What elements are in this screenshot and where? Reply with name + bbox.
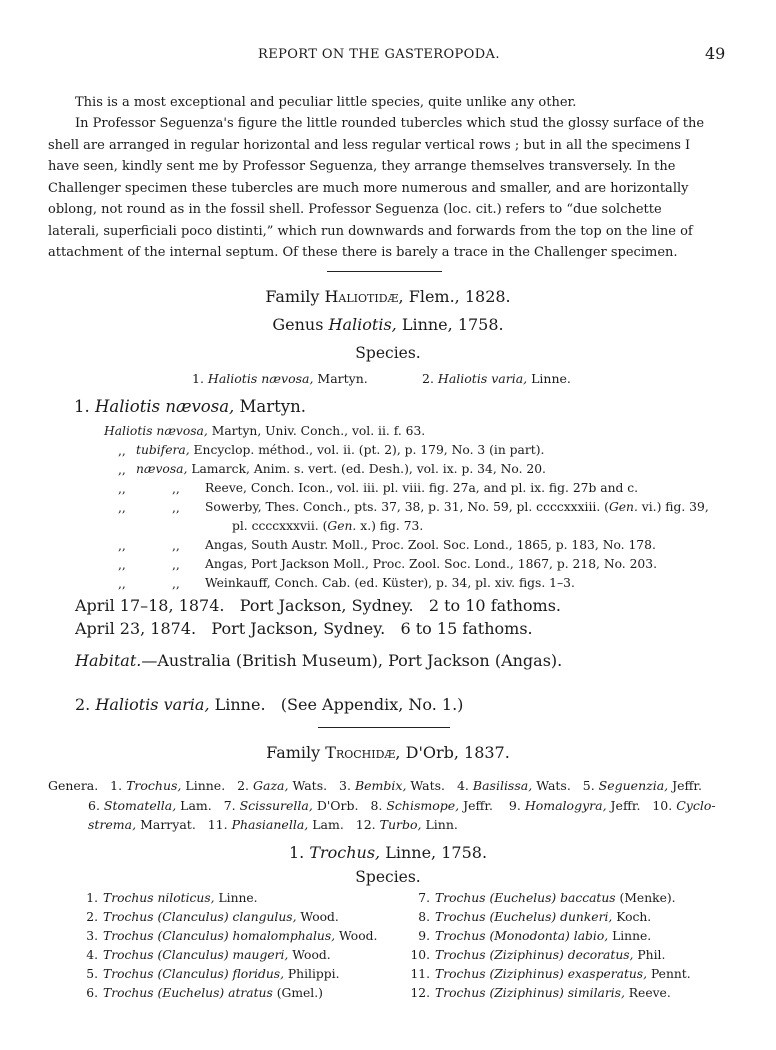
family-heading-haliotidae [0,287,776,306]
ditto-mark: ,, [118,558,126,572]
species-subgenus: (Monodonta) [489,929,570,943]
species-subgenus: (Euchelus) [489,891,557,905]
ditto-mark: ,, [118,539,126,553]
species-title-haliotis-varia [75,695,463,714]
genus-author: Wats. [292,778,328,793]
habitat-text: —Australia (British Museum), Port Jackson (Angas). [141,651,563,670]
genus-name: Homalogyra, [524,797,607,813]
species-subgenus: (Ziziphinus) [489,948,564,962]
species-list-item [192,371,368,386]
synonym-ref: Lamarck, Anim. s. vert. (ed. Desh.), vol. ix. p. 34, No. 20. [191,462,546,476]
species-author: Linne. [612,929,652,943]
trochus-species-item [78,967,339,981]
intro-p2-line: In Professor Seguenza's figure the little rounded tubercles which stud the glossy surface of the [75,116,705,131]
genus-author: Lam. [180,797,212,813]
genus-name: Trochus, [309,843,381,862]
species-author: Linne. [531,371,571,386]
genus-num: 11. [207,817,228,832]
synonymy-entry [136,441,544,460]
genus-num: 1. [288,843,305,862]
genus-name: Schismope, [386,797,460,813]
intro-p2-line: attachment of the internal septum. Of these there is barely a trace in the Challenger specimen. [48,245,678,260]
genus-num: 2. [237,778,250,793]
ditto-mark: ,, [118,482,126,496]
synonym-line [205,517,725,536]
intro-p2-line: laterali, superficiali poco distinti,” which run downwards and forwards from the top on the line of [48,223,693,239]
species-genus: Trochus [435,948,486,962]
species-genus: Trochus [435,929,486,943]
genus-author: D'Orb. [316,797,359,813]
species-epithet: decoratus, [567,948,634,962]
genus-num: 8. [370,797,383,813]
genus-author: Jeffr. [463,797,493,813]
genus-name: Turbo, [379,817,422,832]
species-genus: Trochus [103,910,154,924]
species-title-name: Haliotis varia, [95,695,210,714]
genus-name: Trochus, [126,778,182,793]
intro-p2-line: Challenger specimen these tubercles are much more numerous and smaller, and are horizontally [48,180,689,196]
family-author: Flem., 1828. [408,287,511,306]
species-title-num: 2. [75,695,91,714]
synonym-ref: vi.) fig. 39, [637,500,709,514]
genera-line [48,776,728,796]
species-subgenus: (Clanculus) [157,948,229,962]
species-genus: Trochus [103,948,154,962]
synonym-ref: Martyn, Univ. Conch., vol. ii. f. 63. [211,424,426,438]
genus-name: Seguenzia, [598,778,669,793]
species-name: Haliotis nævosa, [207,371,314,386]
genus-num: 12. [355,817,376,832]
species-num: 9. [418,929,430,943]
family-word: Family [266,743,321,762]
species-subgenus: (Ziziphinus) [489,986,564,1000]
species-epithet: atratus [228,986,273,1000]
genus-author: Jeffr. [610,797,641,813]
species-num: 1. [192,371,204,386]
species-num: 2. [422,371,434,386]
synonymy-entry [136,460,546,479]
genus-num: 6. [88,797,100,813]
species-epithet: similaris, [567,986,625,1000]
genus-name: Gaza, [253,778,289,793]
species-num: 8. [418,910,430,924]
genus-author: Linn. [425,817,458,832]
species-title-haliotis-naevosa [74,397,306,416]
species-num: 1. [86,891,98,905]
genus-name: Haliotis, [328,315,397,334]
genus-name: Cyclo- [676,797,716,813]
synonym-name: Haliotis nævosa, [104,424,208,438]
genus-num: 7. [223,797,236,813]
running-header [0,44,776,67]
synonymy-entry: Angas, South Austr. Moll., Proc. Zool. Soc. Lond., 1865, p. 183, No. 178. [205,538,656,552]
genera-label: Genera. [48,778,99,793]
page-number: 49 [705,44,726,63]
species-epithet: maugeri, [232,948,289,962]
species-heading: Species. [355,868,421,886]
trochus-species-item [402,910,651,924]
species-num: 11. [410,967,430,981]
genus-heading-haliotis [0,315,776,334]
species-name: Haliotis varia, [437,371,528,386]
family-name: Haliotidæ, [324,287,404,306]
species-genus: Trochus [103,891,154,905]
ditto-mark: ,, [172,501,180,515]
trochus-species-item [78,986,323,1000]
species-genus: Trochus [103,986,154,1000]
species-heading: Species. [355,344,421,362]
ditto-mark: ,, [118,444,126,458]
species-author: Wood. [292,948,331,962]
genera-paragraph [48,776,728,835]
genus-word: Genus [272,315,324,334]
ditto-mark: ,, [172,558,180,572]
trochus-species-item [402,891,676,905]
genus-name: strema, [88,817,137,832]
trochus-species-item [402,929,651,943]
ditto-mark: ,, [172,539,180,553]
station-line: April 17–18, 1874. Port Jackson, Sydney. 2 to 10 fathoms. [75,596,561,615]
habitat-label: Habitat. [75,651,142,670]
species-genus: Trochus [435,891,486,905]
species-subgenus: (Clanculus) [157,910,229,924]
ditto-mark: ,, [172,577,180,591]
species-author: Koch. [616,910,652,924]
genus-author: Linne, 1758. [385,843,488,862]
species-epithet: niloticus, [157,891,215,905]
species-title-author: Martyn. [239,397,306,416]
synonym-ref: Encyclop. méthod., vol. ii. (pt. 2), p. 179, No. 3 (in part). [193,443,545,457]
species-subgenus: (Euchelus) [157,986,225,1000]
species-subgenus: (Clanculus) [157,929,229,943]
species-num: 7. [418,891,430,905]
synonymy-entry [104,422,425,441]
species-epithet: homalomphalus, [232,929,336,943]
ditto-mark: ,, [118,501,126,515]
intro-paragraph-2 [48,113,730,264]
synonymy-entry [205,498,725,536]
synonym-gen: Gen. [327,519,357,533]
species-genus: Trochus [435,986,486,1000]
species-epithet: floridus, [232,967,284,981]
family-author: D'Orb, 1837. [405,743,510,762]
species-author: Martyn. [317,371,368,386]
trochus-species-item [402,986,671,1000]
species-epithet: dunkeri, [560,910,613,924]
intro-p2-line: oblong, not round as in the fossil shell. Professor Seguenza (loc. cit.) refers to “due solchette [48,202,662,217]
species-title-rest: Linne. (See Appendix, No. 1.) [214,695,464,714]
habitat-line [75,651,562,670]
genus-author: Lam. [312,817,344,832]
intro-p2-line: shell are arranged in regular horizontal and less regular vertical rows ; but in all the specimens I [48,137,691,153]
genus-name: Stomatella, [103,797,177,813]
synonym-ref: Sowerby, Thes. Conch., pts. 37, 38, p. 31, No. 59, pl. ccccxxxiii. ( [205,500,609,514]
genus-author: Linne. [185,778,226,793]
species-genus: Trochus [103,967,154,981]
species-num: 5. [86,967,98,981]
genus-name: Scissurella, [239,797,313,813]
genus-num: 4. [456,778,469,793]
species-author: Wood. [338,929,378,943]
trochus-species-item [78,948,331,962]
species-author: (Gmel.) [276,986,323,1000]
trochus-species-item [402,967,691,981]
species-title-num: 1. [74,397,90,416]
station-line: April 23, 1874. Port Jackson, Sydney. 6 to 15 fathoms. [75,619,533,638]
genus-num: 5. [582,778,595,793]
species-subgenus: (Clanculus) [157,967,229,981]
species-num: 4. [86,948,98,962]
species-author: (Menke). [619,891,676,905]
species-author: Philippi. [287,967,340,981]
genus-num: 1. [110,778,123,793]
synonymy-entry: Weinkauff, Conch. Cab. (ed. Küster), p. 34, pl. xiv. figs. 1–3. [205,576,575,590]
genus-author: Linne, 1758. [401,315,504,334]
genera-line [48,796,728,816]
species-genus: Trochus [435,910,486,924]
species-author: Linne. [218,891,258,905]
genus-author: Wats. [410,778,446,793]
synonym-gen: Gen. [608,500,638,514]
synonym-line [205,498,725,517]
synonymy-entry: Angas, Port Jackson Moll., Proc. Zool. Soc. Lond., 1867, p. 218, No. 203. [205,557,657,571]
synonymy-entry: Reeve, Conch. Icon., vol. iii. pl. viii. fig. 27a, and pl. ix. fig. 27b and c. [205,481,639,495]
species-genus: Trochus [435,967,486,981]
species-num: 6. [86,986,98,1000]
species-epithet: exasperatus, [567,967,648,981]
species-epithet: labio, [573,929,609,943]
genera-line [48,815,728,835]
genus-author: Wats. [536,778,571,793]
ditto-mark: ,, [118,577,126,591]
genus-num: 10. [652,797,673,813]
synonym-ref: x.) fig. 73. [356,519,424,533]
genus-heading-trochus [0,843,776,862]
genus-num: 3. [339,778,351,793]
family-heading-trochidae [0,743,776,762]
synonym-name: nævosa, [136,462,188,476]
trochus-species-item [78,910,339,924]
species-num: 3. [86,929,98,943]
species-list-item [422,371,571,386]
genus-name: Basilissa, [472,778,533,793]
species-author: Pennt. [650,967,691,981]
species-num: 12. [410,986,430,1000]
genus-name: Phasianella, [231,817,309,832]
species-epithet: clangulus, [232,910,297,924]
intro-p2-line: have seen, kindly sent me by Professor Seguenza, they arrange themselves transversely. In the [48,159,676,174]
genus-author: Jeffr. [672,778,703,793]
trochus-species-item [78,891,258,905]
genus-name: Bembix, [354,778,407,793]
species-author: Phil. [637,948,666,962]
family-name: Trochidæ, [325,743,401,762]
ditto-mark: ,, [172,482,180,496]
species-num: 2. [86,910,98,924]
species-title-name: Haliotis nævosa, [95,397,235,416]
ditto-mark: ,, [118,463,126,477]
running-title: REPORT ON THE GASTEROPODA. [258,47,500,62]
species-subgenus: (Euchelus) [489,910,557,924]
genus-author: Marryat. [140,817,196,832]
trochus-species-item [402,948,665,962]
species-author: Reeve. [628,986,671,1000]
synonym-ref: pl. ccccxxxvii. ( [232,519,328,533]
section-divider [327,271,442,272]
intro-paragraph-1 [48,92,730,114]
genus-num: 9. [508,797,521,813]
species-epithet: baccatus [560,891,616,905]
family-word: Family [265,287,320,306]
section-divider [318,727,450,728]
intro-p1-text: This is a most exceptional and peculiar little species, quite unlike any other. [75,95,577,110]
species-genus: Trochus [103,929,154,943]
trochus-species-item [78,929,377,943]
species-subgenus: (Ziziphinus) [489,967,564,981]
synonym-name: tubifera, [136,443,190,457]
species-num: 10. [410,948,430,962]
species-author: Wood. [300,910,339,924]
